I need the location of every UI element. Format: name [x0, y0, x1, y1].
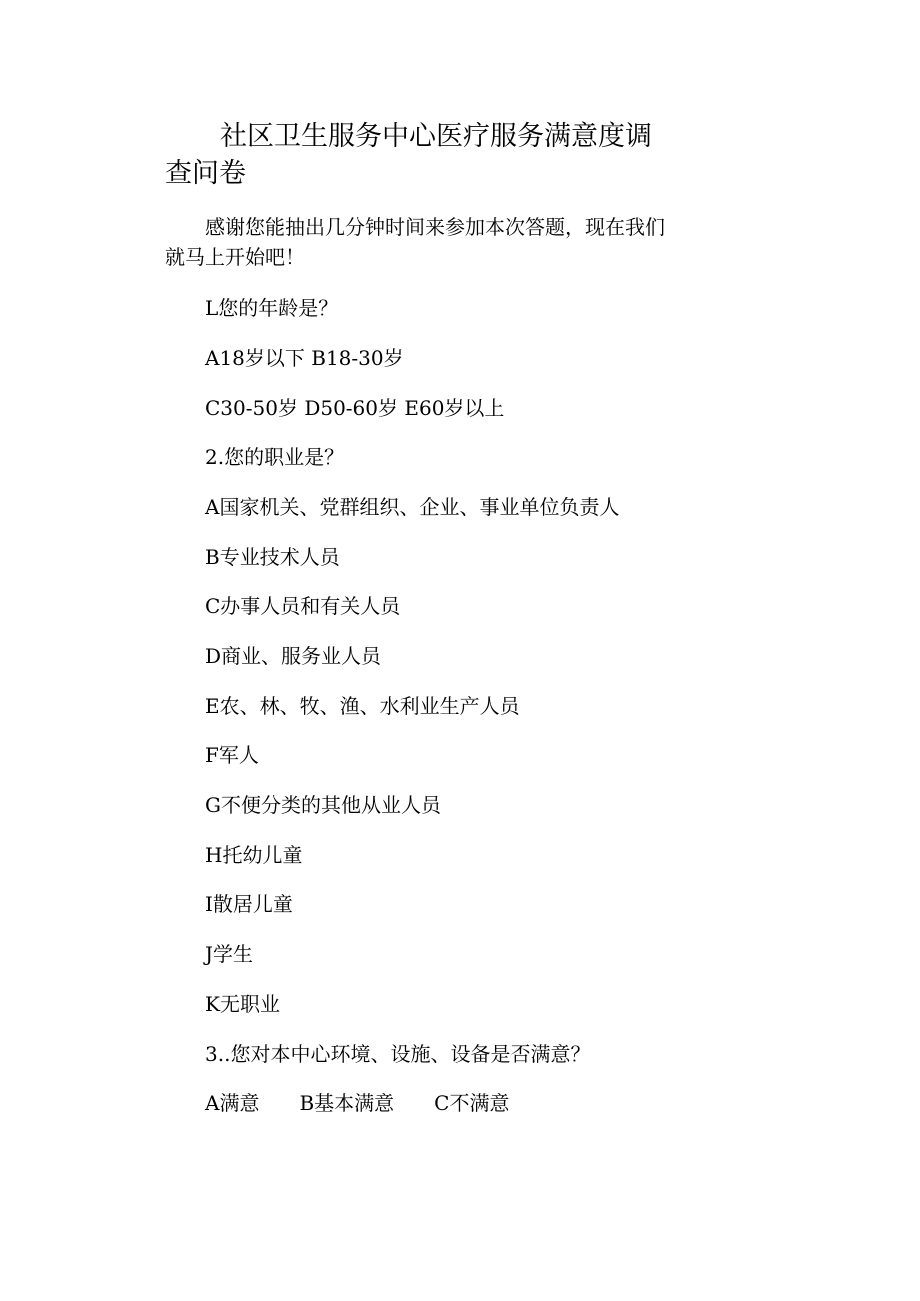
- question-1-options-line-2: C30-50岁 D50-60岁 E60岁以上: [205, 396, 505, 420]
- question-1-text: L您的年龄是？: [205, 296, 339, 320]
- question-3-options-line: A满意 B基本满意 C不满意: [205, 1091, 510, 1115]
- question-1-options-line-1: A18岁以下 B18-30岁: [205, 346, 404, 370]
- question-2-option: H托幼儿童: [205, 843, 303, 867]
- question-2-option: A国家机关、党群组织、企业、事业单位负责人: [205, 495, 620, 519]
- intro-paragraph: 感谢您能抽出几分钟时间来参加本次答题，现在我们就马上开始吧！: [165, 215, 665, 269]
- question-2-option: D商业、服务业人员: [205, 644, 382, 668]
- question-2-text: 2.您的职业是？: [205, 445, 345, 469]
- question-2-option: J学生: [205, 942, 254, 966]
- question-2-option: G不便分类的其他从业人员: [205, 793, 441, 817]
- question-2-option: B专业技术人员: [205, 545, 340, 569]
- question-2-option: I散居儿童: [205, 892, 293, 916]
- question-2-option: E农、林、牧、渔、水利业生产人员: [205, 694, 520, 718]
- question-2-option: C办事人员和有关人员: [205, 594, 401, 618]
- question-2-option: K无职业: [205, 992, 280, 1016]
- document-title: 社区卫生服务中心医疗服务满意度调查问卷: [165, 121, 652, 189]
- question-2-option: F军人: [205, 743, 259, 767]
- question-3-text: 3..您对本中心环境、设施、设备是否满意？: [205, 1042, 591, 1066]
